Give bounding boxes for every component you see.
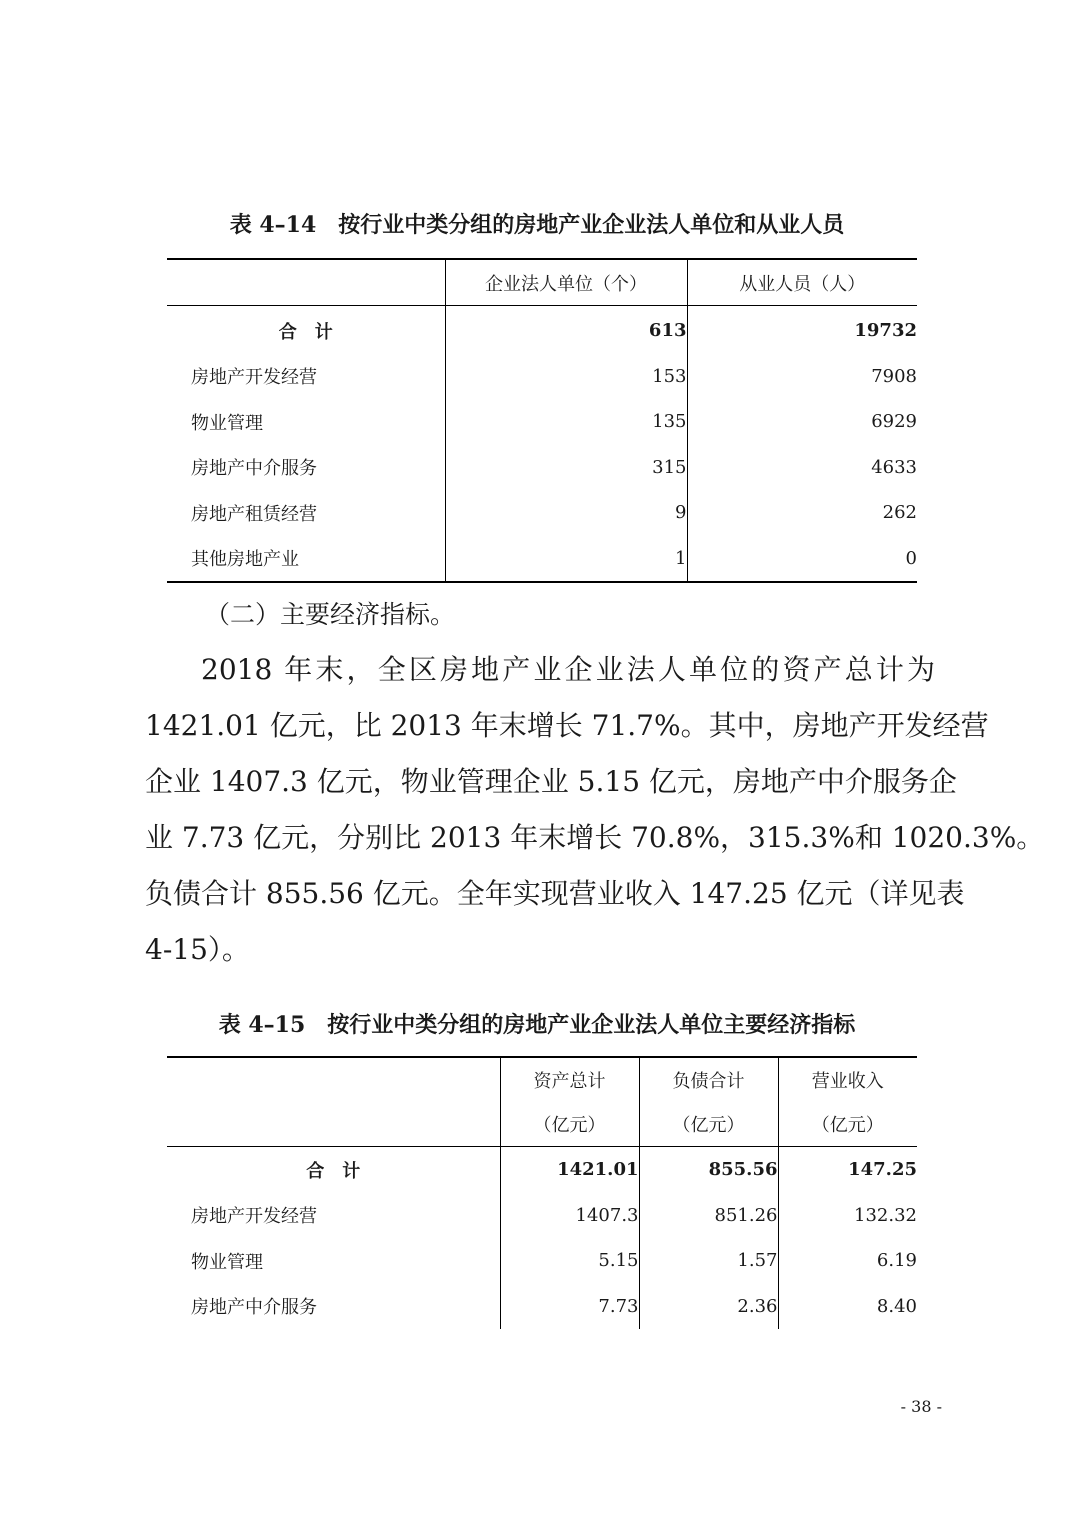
cell-employees: 4633	[687, 445, 917, 491]
table2-header-liabilities: 负债合计	[639, 1057, 778, 1102]
table2-header-row	[167, 1057, 917, 1102]
paragraph-line: 负债合计 855.56 亿元。全年实现营业收入 147.25 亿元（详见表	[145, 877, 965, 910]
cell-employees: 6929	[687, 399, 917, 445]
cell-liabilities: 2.36	[639, 1284, 778, 1330]
row-label: 房地产租赁经营	[191, 503, 317, 525]
cell-assets: 1421.01	[500, 1147, 639, 1193]
row-label: 其他房地产业	[191, 549, 299, 571]
cell-units: 1	[445, 536, 687, 583]
paragraph-line: 企业 1407.3 亿元，物业管理企业 5.15 亿元，房地产中介服务企	[145, 765, 957, 798]
cell-units: 613	[445, 306, 687, 354]
paragraph-line: 1421.01 亿元，比 2013 年末增长 71.7%。其中，房地产开发经营	[145, 709, 989, 742]
cell-revenue: 6.19	[778, 1238, 917, 1284]
table2-units-row	[167, 1102, 917, 1147]
row-label: 物业管理	[191, 1251, 263, 1273]
table2-unit-liabilities: （亿元）	[639, 1102, 778, 1147]
row-label: 房地产中介服务	[191, 1297, 317, 1319]
cell-revenue: 132.32	[778, 1193, 917, 1239]
row-label: 物业管理	[191, 412, 263, 434]
table-row	[167, 445, 917, 491]
cell-employees: 19732	[687, 306, 917, 354]
cell-revenue: 147.25	[778, 1147, 917, 1193]
cell-units: 135	[445, 399, 687, 445]
table-row	[167, 306, 917, 354]
body-paragraph	[145, 642, 1045, 978]
cell-assets: 7.73	[500, 1284, 639, 1330]
table-row	[167, 1284, 917, 1330]
cell-units: 315	[445, 445, 687, 491]
table1-employment	[167, 258, 917, 583]
table1-header-units: 企业法人单位（个）	[445, 259, 687, 306]
cell-units: 153	[445, 354, 687, 400]
paragraph-line: 2018 年末，全区房地产业企业法人单位的资产总计为	[201, 653, 935, 686]
row-label: 房地产开发经营	[191, 367, 317, 389]
table-row	[167, 536, 917, 583]
cell-revenue: 8.40	[778, 1284, 917, 1330]
cell-employees: 0	[687, 536, 917, 583]
cell-assets: 1407.3	[500, 1193, 639, 1239]
row-label: 房地产中介服务	[191, 458, 317, 480]
table1-header-blank	[167, 259, 445, 306]
cell-liabilities: 851.26	[639, 1193, 778, 1239]
table-row	[167, 1147, 917, 1193]
cell-assets: 5.15	[500, 1238, 639, 1284]
table2-header-revenue: 营业收入	[778, 1057, 917, 1102]
table-row	[167, 1193, 917, 1239]
table-row	[167, 399, 917, 445]
table1-header-row	[167, 259, 917, 306]
table1-header-employees: 从业人员（人）	[687, 259, 917, 306]
cell-liabilities: 1.57	[639, 1238, 778, 1284]
table2-header-assets: 资产总计	[500, 1057, 639, 1102]
row-label: 合 计	[306, 1160, 361, 1182]
cell-units: 9	[445, 490, 687, 536]
table2-unit-assets: （亿元）	[500, 1102, 639, 1147]
table-row	[167, 354, 917, 400]
section-subheading: （二）主要经济指标。	[205, 600, 456, 629]
cell-employees: 7908	[687, 354, 917, 400]
row-label: 合 计	[278, 321, 333, 343]
table2-economic-indicators	[167, 1056, 917, 1329]
cell-employees: 262	[687, 490, 917, 536]
cell-liabilities: 855.56	[639, 1147, 778, 1193]
table2-header-blank	[167, 1057, 500, 1102]
table2-caption: 表 4–15 按行业中类分组的房地产业企业法人单位主要经济指标	[218, 1012, 856, 1038]
paragraph-line: 4-15）。	[145, 933, 250, 966]
table2-units-blank	[167, 1102, 500, 1147]
paragraph-line: 业 7.73 亿元，分别比 2013 年末增长 70.8%，315.3%和 1020.3%。	[145, 821, 1045, 854]
table1-caption: 表 4–14 按行业中类分组的房地产业企业法人单位和从业人员	[229, 212, 845, 238]
table-row	[167, 490, 917, 536]
table-row	[167, 1238, 917, 1284]
table2-unit-revenue: （亿元）	[778, 1102, 917, 1147]
row-label: 房地产开发经营	[191, 1206, 317, 1228]
page-number: - 38 -	[900, 1397, 942, 1416]
